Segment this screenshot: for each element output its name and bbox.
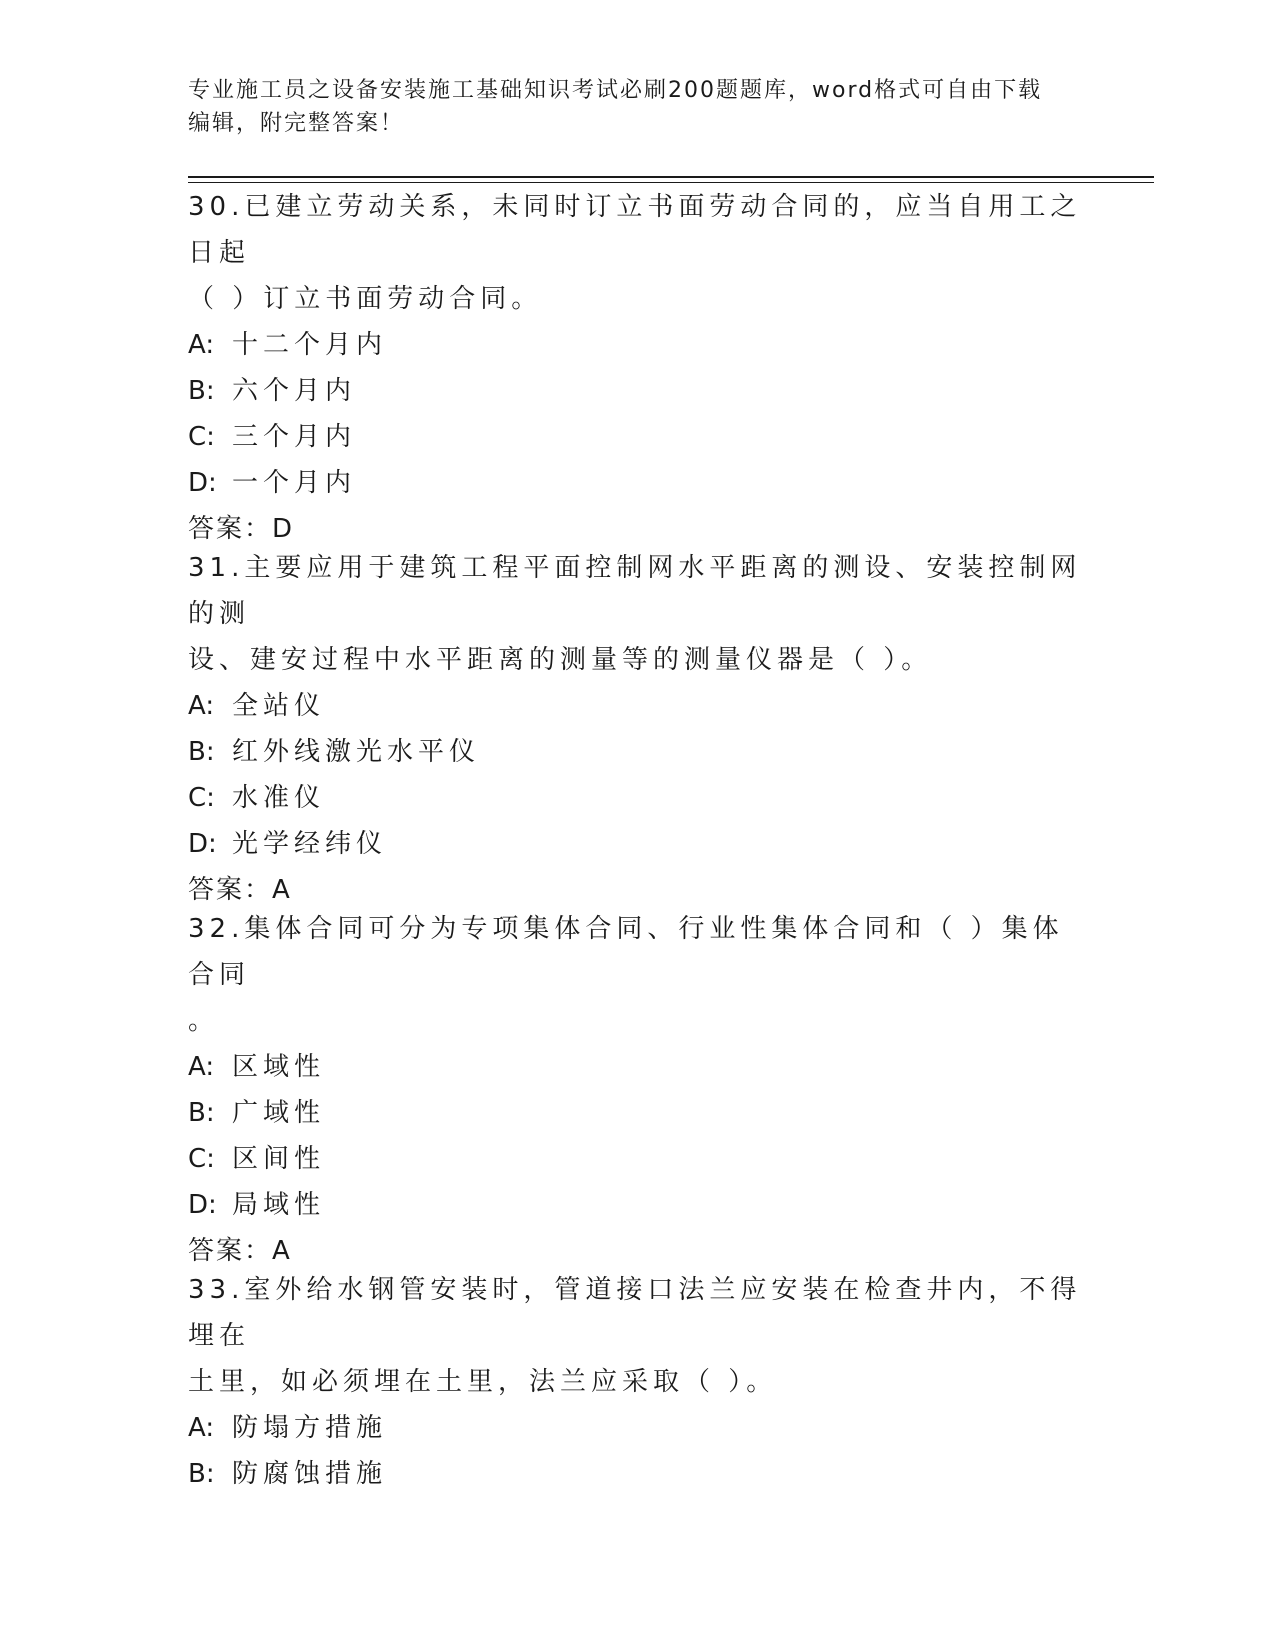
- question-32: [188, 906, 1088, 1274]
- option-letter: C:: [188, 783, 215, 813]
- option-text: 防腐蚀措施: [232, 1459, 388, 1489]
- header-rule-thick: [188, 176, 1154, 178]
- option-text: 六个月内: [232, 376, 357, 406]
- option-text: 光学经纬仪: [232, 829, 388, 859]
- question-stem-line-2: 。: [188, 1006, 220, 1036]
- option-letter: A:: [188, 330, 215, 360]
- option-letter: B:: [188, 1098, 215, 1128]
- option-b: [188, 1451, 1088, 1497]
- option-text: 水准仪: [232, 783, 326, 813]
- header-rule-thin: [188, 182, 1154, 183]
- question-stem-line-2: （ ）订立书面劳动合同。: [188, 284, 543, 314]
- option-text: 全站仪: [232, 691, 326, 721]
- option-b: [188, 1090, 1088, 1136]
- option-a: [188, 322, 1088, 368]
- document-header: [188, 74, 1068, 140]
- option-b: [188, 729, 1088, 775]
- answer-line: 答案：D: [188, 514, 295, 544]
- question-stem-line-1: 31.主要应用于建筑工程平面控制网水平距离的测设、安装控制网的测: [188, 553, 1082, 629]
- option-letter: D:: [188, 1190, 217, 1220]
- question-stem-line-1: 33.室外给水钢管安装时，管道接口法兰应安装在检查井内，不得埋在: [188, 1275, 1082, 1351]
- option-letter: A:: [188, 1052, 215, 1082]
- option-a: [188, 683, 1088, 729]
- option-text: 广域性: [232, 1098, 326, 1128]
- question-stem-line-2: 设、建安过程中水平距离的测量等的测量仪器是（ ）。: [188, 645, 933, 675]
- question-33: [188, 1267, 1088, 1497]
- option-c: [188, 414, 1088, 460]
- option-letter: C:: [188, 1144, 215, 1174]
- option-a: [188, 1044, 1088, 1090]
- option-d: [188, 1182, 1088, 1228]
- option-letter: D:: [188, 468, 217, 498]
- header-line-2: 编辑，附完整答案！: [188, 111, 405, 136]
- option-text: 一个月内: [232, 468, 357, 498]
- option-text: 十二个月内: [232, 330, 388, 360]
- question-stem-line-2: 土里，如必须埋在土里，法兰应采取（ ）。: [188, 1367, 778, 1397]
- question-stem-line-1: 32.集体合同可分为专项集体合同、行业性集体合同和（ ）集体合同: [188, 914, 1064, 990]
- header-line-1: 专业施工员之设备安装施工基础知识考试必刷200题题库，word格式可自由下载: [188, 78, 1043, 103]
- option-d: [188, 821, 1088, 867]
- question-stem-line-1: 30.已建立劳动关系，未同时订立书面劳动合同的，应当自用工之日起: [188, 192, 1082, 268]
- option-letter: D:: [188, 829, 217, 859]
- option-text: 红外线激光水平仪: [232, 737, 481, 767]
- option-letter: C:: [188, 422, 215, 452]
- option-letter: A:: [188, 1413, 215, 1443]
- option-letter: A:: [188, 691, 215, 721]
- answer-line: 答案：A: [188, 875, 292, 905]
- option-a: [188, 1405, 1088, 1451]
- option-text: 局域性: [232, 1190, 326, 1220]
- question-31: [188, 545, 1088, 913]
- option-text: 三个月内: [232, 422, 357, 452]
- option-letter: B:: [188, 376, 215, 406]
- option-text: 区间性: [232, 1144, 326, 1174]
- option-c: [188, 1136, 1088, 1182]
- option-d: [188, 460, 1088, 506]
- option-b: [188, 368, 1088, 414]
- question-30: [188, 184, 1088, 552]
- option-text: 区域性: [232, 1052, 326, 1082]
- answer-line: 答案：A: [188, 1236, 292, 1266]
- option-letter: B:: [188, 1459, 215, 1489]
- option-letter: B:: [188, 737, 215, 767]
- option-text: 防塌方措施: [232, 1413, 388, 1443]
- option-c: [188, 775, 1088, 821]
